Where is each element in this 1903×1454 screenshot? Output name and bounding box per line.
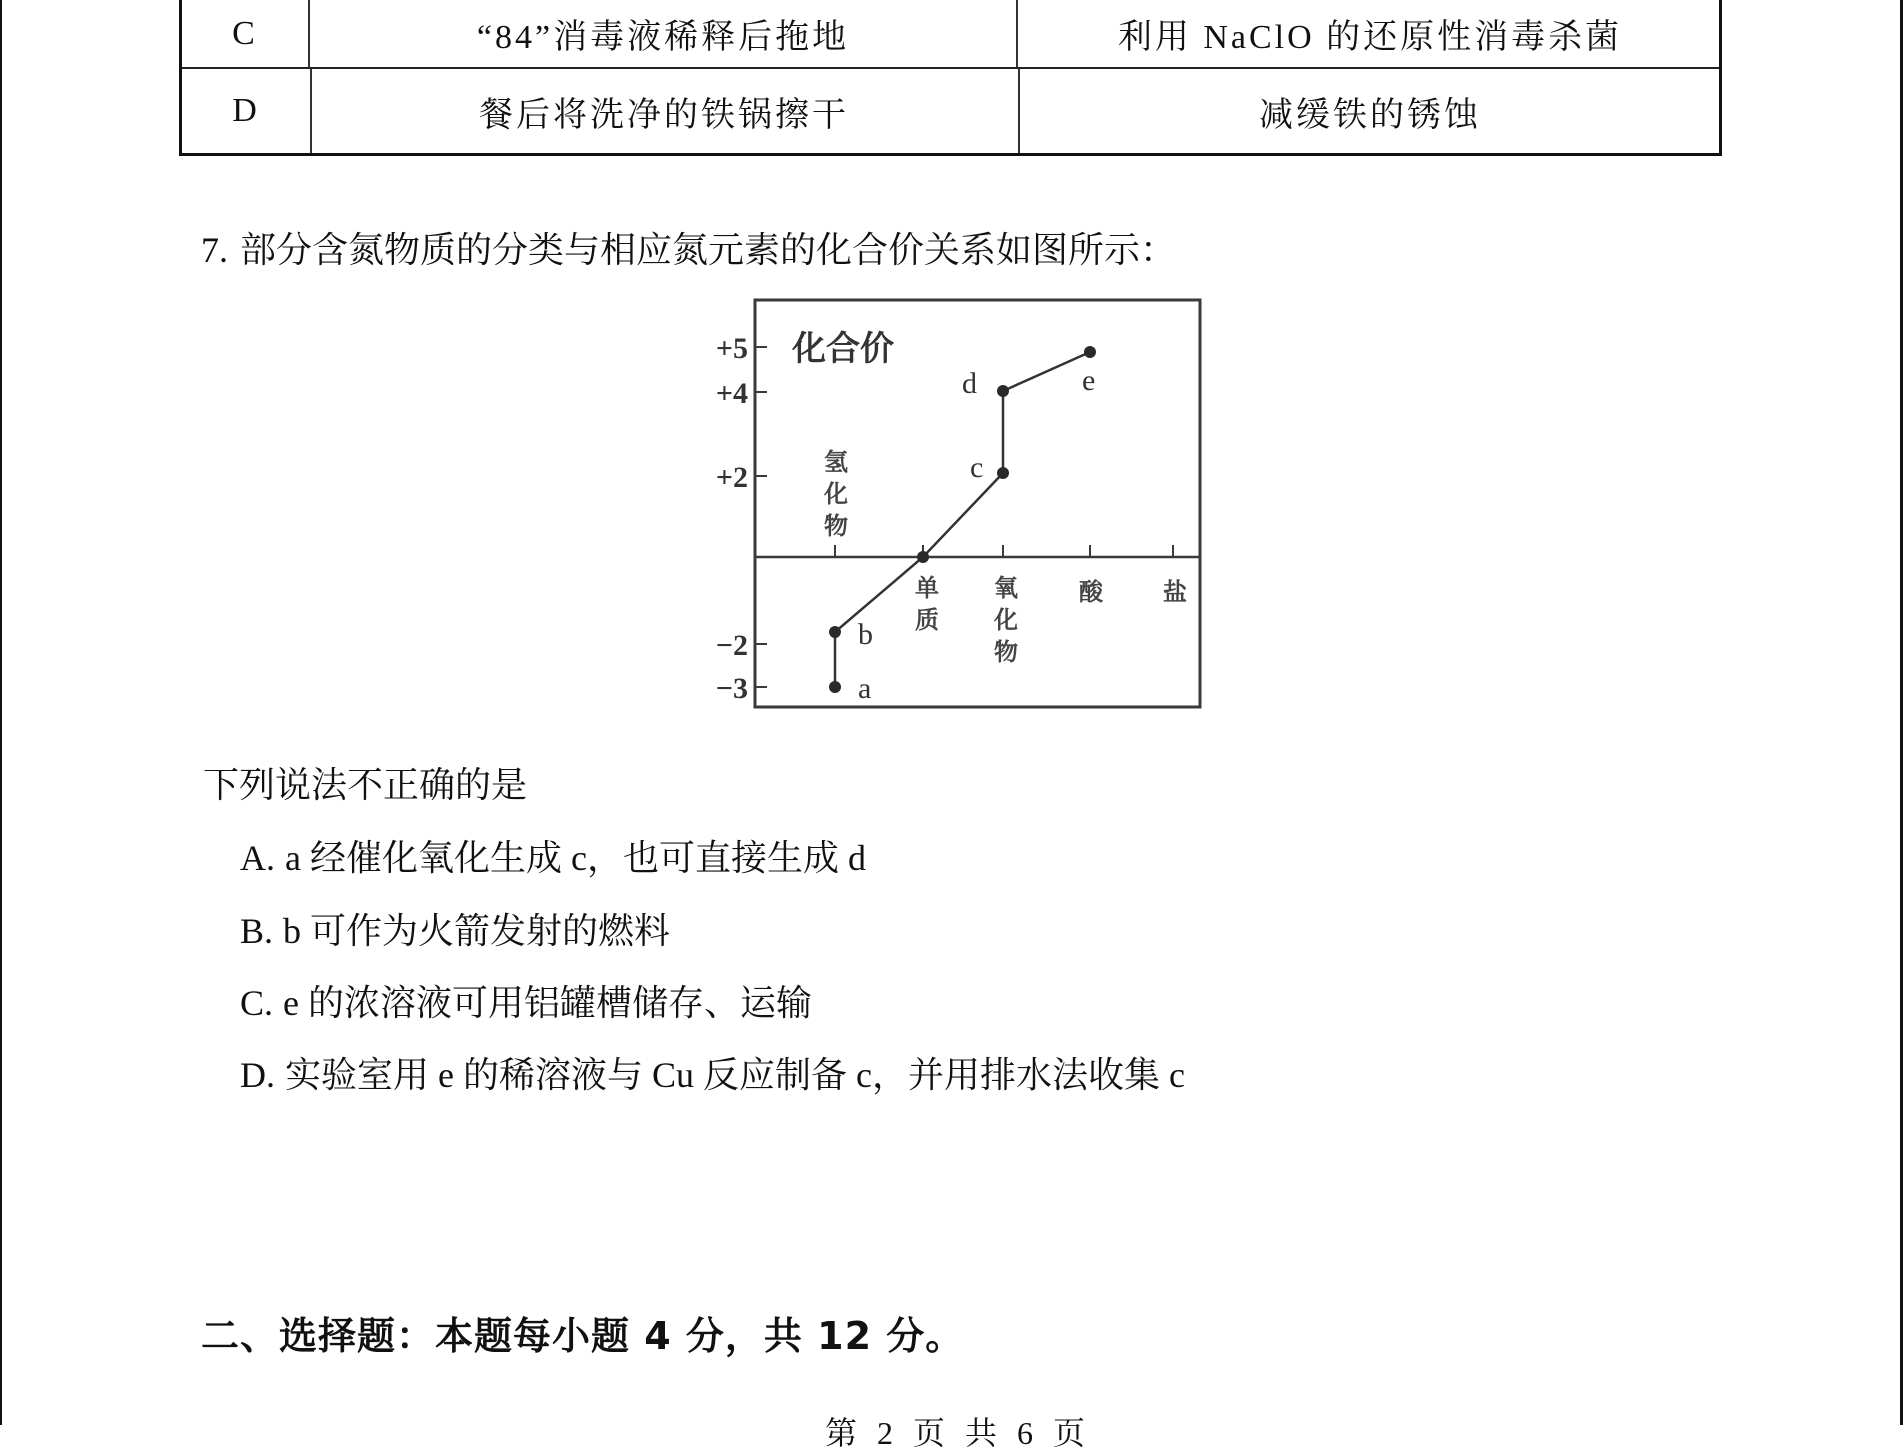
valence-line: [835, 352, 1090, 687]
svg-text:化: 化: [994, 606, 1018, 634]
page-edge-left: [0, 0, 2, 1425]
point-label: a: [858, 672, 872, 705]
svg-text:盐: 盐: [1163, 578, 1187, 606]
table-cell-reason: 利用 NaClO 的还原性消毒杀菌: [1117, 19, 1623, 56]
table-cell-reason: 减缓铁的锈蚀: [1259, 96, 1481, 134]
page-footer: 第 2 页 共 6 页: [825, 1415, 1092, 1451]
option-label: D.: [240, 1055, 275, 1095]
point-b: [829, 626, 841, 638]
option-label: A.: [240, 838, 275, 878]
y-tick-label: +4: [715, 377, 748, 410]
option-c[interactable]: [240, 975, 812, 1026]
option-a[interactable]: [240, 830, 866, 881]
point-label: b: [858, 618, 873, 651]
svg-text:物: 物: [824, 512, 848, 540]
question-title: [201, 222, 1176, 273]
svg-text:物: 物: [994, 638, 1018, 666]
table-cell-option: C: [182, 0, 310, 67]
table-row: [182, 69, 1719, 153]
option-label: C.: [240, 983, 274, 1023]
point-label: c: [970, 451, 984, 484]
svg-text:氢: 氢: [824, 448, 848, 476]
point-e: [1084, 346, 1096, 358]
option-text: b 可作为火箭发射的燃料: [283, 911, 671, 951]
svg-text:单: 单: [915, 574, 939, 602]
question-number: 7.: [201, 230, 228, 270]
y-tick-label: −2: [715, 629, 748, 662]
option-text: e 的浓溶液可用铝罐槽储存、运输: [283, 983, 812, 1023]
point-c: [997, 467, 1009, 479]
point-a: [829, 681, 841, 693]
svg-text:化: 化: [824, 480, 848, 508]
option-text: a 经催化氧化生成 c，也可直接生成 d: [285, 838, 866, 878]
answer-table: [179, 0, 1722, 156]
point-label: e: [1082, 364, 1096, 397]
table-cell-action: 餐后将洗净的铁锅擦干: [310, 69, 1020, 153]
svg-text:酸: 酸: [1079, 578, 1103, 606]
point-label: d: [962, 367, 977, 400]
section-heading: 二、选择题：本题每小题 4 分，共 12 分。: [201, 1314, 965, 1358]
option-b[interactable]: [240, 903, 670, 954]
y-tick-label: +5: [715, 332, 748, 365]
y-tick-label: −3: [715, 672, 748, 705]
point-element: [917, 551, 929, 563]
question-stem: 下列说法不正确的是: [203, 765, 528, 805]
chart-title: 化合价: [792, 329, 894, 369]
point-d: [997, 385, 1009, 397]
chart-frame: [755, 300, 1200, 707]
option-label: B.: [240, 911, 274, 951]
y-tick-label: +2: [715, 461, 748, 494]
option-text: 实验室用 e 的稀溶液与 Cu 反应制备 c，并用排水法收集 c: [285, 1055, 1185, 1095]
option-d[interactable]: [240, 1047, 1185, 1098]
svg-text:氧: 氧: [994, 574, 1018, 602]
table-cell-option: D: [182, 69, 312, 153]
question-text: 部分含氮物质的分类与相应氮元素的化合价关系如图所示：: [240, 230, 1177, 270]
table-row: [182, 0, 1719, 69]
table-cell-action: “84”消毒液稀释后拖地: [310, 0, 1018, 67]
svg-text:质: 质: [915, 606, 939, 634]
